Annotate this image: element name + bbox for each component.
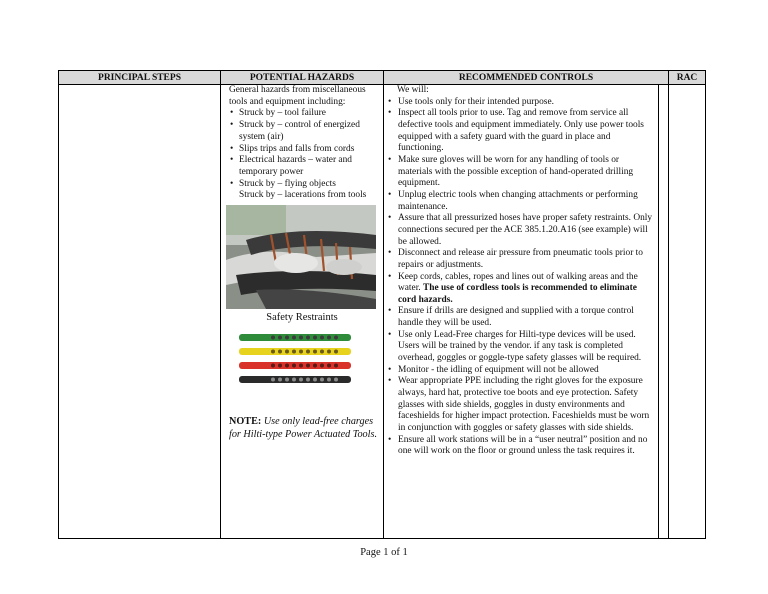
hazards-intro: General hazards from miscellaneous tools and equipment including: bbox=[229, 85, 366, 107]
hazard-item: • Struck by – tool failure bbox=[239, 108, 379, 120]
lead-free-note bbox=[221, 416, 383, 441]
control-item: • Ensure all work stations will be in a “user neutral” position and no one will work on the floor or ground unless the task requires it. bbox=[398, 435, 655, 458]
table-header-row bbox=[59, 71, 706, 85]
charge-strips-image bbox=[239, 332, 359, 388]
hazard-item: • Electrical hazards – water and temporary power bbox=[239, 155, 379, 178]
hazard-item: • Struck by – flying objects bbox=[239, 179, 379, 191]
header-recommended-controls: RECOMMENDED CONTROLS bbox=[384, 71, 669, 85]
page-number: Page 1 of 1 bbox=[360, 547, 408, 558]
control-item: • Ensure if drills are designed and supplied with a torque control handle they will be used. bbox=[398, 306, 655, 329]
control-item-text: Keep cords, cables, ropes and lines out of walking areas and the water. bbox=[398, 271, 638, 294]
control-item bbox=[398, 272, 655, 307]
controls-inner-border bbox=[658, 85, 668, 538]
control-item: • Monitor - the idling of equipment will not be allowed bbox=[398, 365, 655, 377]
control-item: • Use only Lead-Free charges for Hilti-type devices will be used. Users will be trained by the vendor. if any task is completed overhead, goggles or goggle-type safety glasses will be required. bbox=[398, 330, 655, 365]
principal-steps-cell bbox=[59, 85, 221, 539]
safety-restraints-photo bbox=[226, 205, 376, 309]
controls-intro: We will: bbox=[397, 85, 429, 95]
hazards-list bbox=[229, 108, 379, 202]
control-item: • Make sure gloves will be worn for any handling of tools or materials with the possible exception of hand-operated drilling equipment. bbox=[398, 155, 655, 190]
potential-hazards-cell bbox=[221, 85, 384, 539]
control-item: • Wear appropriate PPE including the right gloves for the exposure always, hard hat, protective toe boots and eye protection. Safety glasses with side shields, goggles in dusty environments and faceshields for higher impact protection. Faceshields must be worn in conjunction with goggles or safety glasses with side shields. bbox=[398, 376, 655, 434]
hazard-item: • Struck by – control of energized system (air) bbox=[239, 120, 379, 143]
control-item: • Unplug electric tools when changing attachments or performing maintenance. bbox=[398, 190, 655, 213]
photo-caption: Safety Restraints bbox=[266, 312, 338, 324]
activity-hazard-table bbox=[58, 70, 706, 539]
controls-list bbox=[387, 97, 655, 458]
hazard-item-extra: Struck by – lacerations from tools bbox=[239, 190, 367, 201]
control-item: • Use tools only for their intended purpose. bbox=[398, 97, 655, 109]
hazard-item: • Slips trips and falls from cords bbox=[239, 144, 379, 156]
note-text: Use only lead-free charges for Hilti-type Power Actuated Tools. bbox=[229, 416, 377, 440]
note-label: NOTE: bbox=[229, 416, 262, 428]
cordless-recommendation: The use of cordless tools is recommended to eliminate cord hazards. bbox=[398, 283, 637, 305]
header-potential-hazards: POTENTIAL HAZARDS bbox=[221, 71, 384, 85]
header-rac: RAC bbox=[669, 71, 706, 85]
control-item: • Disconnect and release air pressure from pneumatic tools prior to repairs or adjustments. bbox=[398, 248, 655, 271]
control-item: • Assure that all pressurized hoses have proper safety restraints. Only connections secured per the ACE 385.1.20.A16 (see example) will be allowed. bbox=[398, 213, 655, 248]
rac-cell bbox=[669, 85, 706, 539]
table-row bbox=[59, 85, 706, 539]
header-principal-steps: PRINCIPAL STEPS bbox=[59, 71, 221, 85]
control-item: • Inspect all tools prior to use. Tag and remove from service all defective tools and equipment immediately. Only use power tools equipped with a safety guard with the guard in place and functioning. bbox=[398, 108, 655, 155]
recommended-controls-cell bbox=[384, 85, 669, 539]
